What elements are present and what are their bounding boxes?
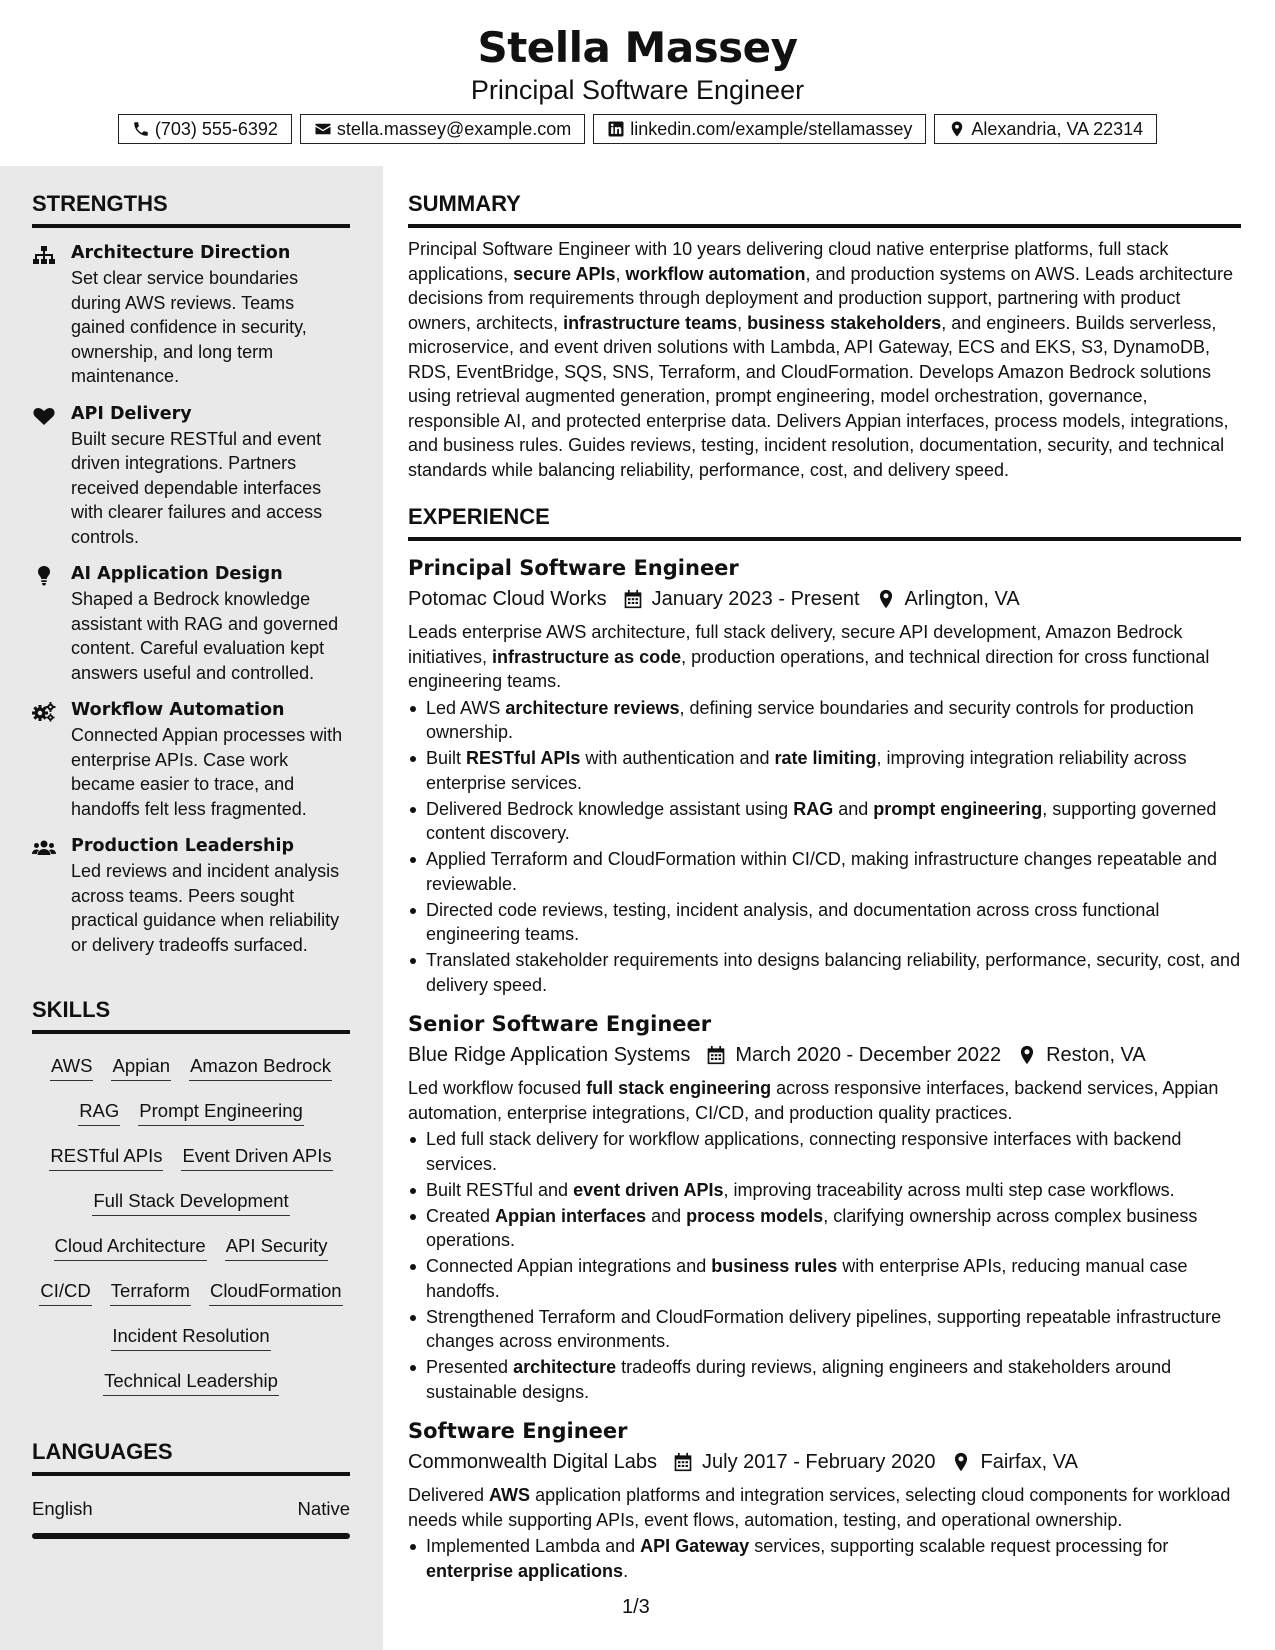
job-company: Potomac Cloud Works xyxy=(408,588,607,610)
job-bullet: Implemented Lambda and API Gateway services, supporting scalable request processing for enterprise applications. xyxy=(408,1534,1241,1583)
phone-icon xyxy=(132,120,150,138)
candidate-title: Principal Software Engineer xyxy=(470,75,805,105)
contact-location-text: Alexandria, VA 22314 xyxy=(971,119,1144,139)
job-entry xyxy=(408,1010,1241,1404)
skill-tag: CloudFormation xyxy=(209,1278,343,1306)
skills-section xyxy=(32,982,350,1404)
resume-header xyxy=(0,0,1275,166)
heart-icon xyxy=(32,406,56,426)
strength-item xyxy=(32,834,350,957)
job-bullet: Presented architecture tradeoffs during reviews, aligning engineers and stakeholders around sustainable designs. xyxy=(408,1355,1241,1404)
skill-row xyxy=(32,1044,350,1089)
job-bullet: Directed code reviews, testing, incident analysis, and documentation across cross functional engineering teams. xyxy=(408,898,1241,947)
job-dates: July 2017 - February 2020 xyxy=(702,1451,936,1473)
languages-section xyxy=(32,1424,350,1539)
job-company: Commonwealth Digital Labs xyxy=(408,1451,658,1473)
summary-text: Principal Software Engineer with 10 years delivering cloud native enterprise platforms, full stack applications, secure APIs, workflow automation, and production systems on AWS. Leads architecture decisions from requirements through deployment and production support, partnering with product owners, architects, infrastructure teams, business stakeholders, and engineers. Builds serverless, microservice, and event driven solutions with Lambda, API Gateway, ECS and EKS, S3, DynamoDB, RDS, EventBridge, SQS, SNS, Terraform, and CloudFormation. Develops Amazon Bedrock solutions using retrieval augmented generation, prompt engineering, model orchestration, governance, responsible AI, and protected enterprise data. Delivers Appian interfaces, process models, integrations, and business rules. Guides reviews, testing, incident resolution, documentation, security, and technical standards while balancing reliability, performance, cost, and delivery speed. xyxy=(408,239,1234,480)
job-bullet: Applied Terraform and CloudFormation within CI/CD, making infrastructure changes repeatable and reviewable. xyxy=(408,847,1241,896)
job-dates: March 2020 - December 2022 xyxy=(735,1044,1002,1066)
skills-heading: SKILLS xyxy=(32,982,350,1034)
skill-row xyxy=(32,1089,350,1134)
calendar-icon xyxy=(673,1452,693,1472)
summary-heading: SUMMARY xyxy=(408,176,1241,228)
language-item xyxy=(32,1496,350,1522)
skill-row xyxy=(32,1224,350,1269)
strength-desc: Set clear service boundaries during AWS reviews. Teams gained confidence in security, ownership, and long term maintenance. xyxy=(71,268,307,386)
contact-phone-text: (703) 555-6392 xyxy=(154,119,278,139)
strength-desc: Built secure RESTful and event driven integrations. Partners received dependable interfaces with clearer failures and access controls. xyxy=(71,428,323,547)
job-dates: January 2023 - Present xyxy=(651,588,860,610)
job-location: Reston, VA xyxy=(1046,1044,1146,1066)
job-meta xyxy=(408,1039,1241,1071)
job-bullet: Connected Appian integrations and business rules with enterprise APIs, reducing manual case handoffs. xyxy=(408,1254,1241,1303)
job-description: Leads enterprise AWS architecture, full stack delivery, secure API development, Amazon Bedrock initiatives, infrastructure as code, production operations, and technical direction for cross functional engineering teams. xyxy=(408,622,1210,691)
job-description: Led workflow focused full stack engineering across responsive interfaces, backend services, Appian automation, enterprise integrations, CI/CD, and production quality practices. xyxy=(408,1078,1219,1123)
skill-tag: Amazon Bedrock xyxy=(189,1053,332,1081)
strength-title: Production Leadership xyxy=(71,836,295,856)
envelope-icon xyxy=(314,120,332,138)
summary-section xyxy=(408,176,1241,482)
job-bullet: Built RESTful and event driven APIs, improving traceability across multi step case workflows. xyxy=(408,1178,1241,1203)
calendar-icon xyxy=(706,1045,726,1065)
skill-row xyxy=(32,1314,350,1359)
skill-tag: RESTful APIs xyxy=(49,1143,163,1171)
skills-list xyxy=(32,1034,350,1404)
map-pin-icon xyxy=(951,1452,971,1472)
job-bullets xyxy=(408,1127,1241,1404)
strength-item xyxy=(32,241,350,389)
job-list xyxy=(408,554,1241,1583)
skill-row xyxy=(32,1179,350,1224)
experience-section xyxy=(408,489,1241,1583)
map-pin-icon xyxy=(1017,1045,1037,1065)
sidebar xyxy=(0,166,383,1650)
job-bullet: Built RESTful APIs with authentication and rate limiting, improving integration reliability across enterprise services. xyxy=(408,746,1241,795)
map-pin-icon xyxy=(876,589,896,609)
skill-row xyxy=(32,1134,350,1179)
job-bullet: Led AWS architecture reviews, defining service boundaries and security controls for production ownership. xyxy=(408,696,1241,745)
skill-tag: Appian xyxy=(111,1053,171,1081)
contact-linkedin-text: linkedin.com/example/stellamassey xyxy=(630,119,913,139)
strength-title: Workflow Automation xyxy=(71,700,285,720)
job-location: Arlington, VA xyxy=(904,588,1020,610)
skill-tag: RAG xyxy=(78,1098,120,1126)
job-entry xyxy=(408,554,1241,997)
contact-linkedin[interactable] xyxy=(593,114,926,144)
skill-tag: CI/CD xyxy=(39,1278,91,1306)
main-content xyxy=(408,166,1241,1583)
strengths-section xyxy=(32,176,350,957)
job-description: Delivered AWS application platforms and integration services, selecting cloud components for workload needs while supporting APIs, event flows, automation, testing, and operational ownership. xyxy=(408,1485,1231,1530)
map-pin-icon xyxy=(948,120,966,138)
calendar-icon xyxy=(623,589,643,609)
job-bullet: Strengthened Terraform and CloudFormation delivery pipelines, supporting repeatable infrastructure changes across environments. xyxy=(408,1305,1241,1354)
strength-item xyxy=(32,562,350,685)
job-meta xyxy=(408,1446,1241,1478)
job-entry xyxy=(408,1417,1241,1583)
experience-heading: EXPERIENCE xyxy=(408,489,1241,541)
strength-desc: Led reviews and incident analysis across teams. Peers sought practical guidance when reliability or delivery tradeoffs surfaced. xyxy=(71,861,340,955)
job-title: Principal Software Engineer xyxy=(408,556,739,580)
language-level: Native xyxy=(297,1498,350,1519)
sitemap-icon xyxy=(32,245,56,265)
skill-tag: API Security xyxy=(225,1233,329,1261)
job-location: Fairfax, VA xyxy=(980,1451,1078,1473)
gears-icon xyxy=(32,702,56,722)
strength-title: Architecture Direction xyxy=(71,243,291,263)
skill-tag: Prompt Engineering xyxy=(138,1098,304,1126)
skill-tag: AWS xyxy=(50,1053,93,1081)
candidate-name: Stella Massey xyxy=(477,23,798,72)
users-icon xyxy=(32,838,56,858)
contact-location xyxy=(934,114,1157,144)
job-meta xyxy=(408,583,1241,615)
skill-row xyxy=(32,1269,350,1314)
skill-row xyxy=(32,1359,350,1404)
lightbulb-icon xyxy=(32,566,56,586)
skill-tag: Technical Leadership xyxy=(103,1368,279,1396)
job-bullets xyxy=(408,696,1241,998)
strength-item xyxy=(32,402,350,550)
contact-phone[interactable] xyxy=(118,114,292,144)
skill-tag: Cloud Architecture xyxy=(54,1233,207,1261)
page-number: 1/3 xyxy=(622,1596,650,1618)
skill-tag: Full Stack Development xyxy=(92,1188,289,1216)
language-name: English xyxy=(32,1498,93,1519)
language-proficiency-bar xyxy=(32,1533,350,1539)
strengths-heading: STRENGTHS xyxy=(32,176,350,228)
strength-desc: Connected Appian processes with enterprise APIs. Case work became easier to trace, and handoffs felt less fragmented. xyxy=(71,725,343,819)
strength-title: AI Application Design xyxy=(71,564,283,584)
job-bullet: Translated stakeholder requirements into designs balancing reliability, performance, security, cost, and delivery speed. xyxy=(408,948,1241,997)
contact-email[interactable] xyxy=(300,114,585,144)
strength-desc: Shaped a Bedrock knowledge assistant with RAG and governed content. Careful evaluation kept answers useful and controlled. xyxy=(71,589,339,683)
linkedin-icon xyxy=(607,120,625,138)
skill-tag: Terraform xyxy=(110,1278,191,1306)
contact-bar xyxy=(0,114,1275,144)
job-company: Blue Ridge Application Systems xyxy=(408,1044,691,1066)
strength-item xyxy=(32,698,350,821)
job-bullet: Delivered Bedrock knowledge assistant using RAG and prompt engineering, supporting governed content discovery. xyxy=(408,797,1241,846)
skill-tag: Incident Resolution xyxy=(111,1323,270,1351)
job-title: Software Engineer xyxy=(408,1419,628,1443)
job-bullet: Created Appian interfaces and process models, clarifying ownership across complex business operations. xyxy=(408,1204,1241,1253)
skill-tag: Event Driven APIs xyxy=(181,1143,332,1171)
job-bullet: Led full stack delivery for workflow applications, connecting responsive interfaces with backend services. xyxy=(408,1127,1241,1176)
job-title: Senior Software Engineer xyxy=(408,1012,712,1036)
job-bullets xyxy=(408,1534,1241,1583)
contact-email-text: stella.massey@example.com xyxy=(336,119,572,139)
languages-heading: LANGUAGES xyxy=(32,1424,350,1476)
strength-title: API Delivery xyxy=(71,403,192,424)
